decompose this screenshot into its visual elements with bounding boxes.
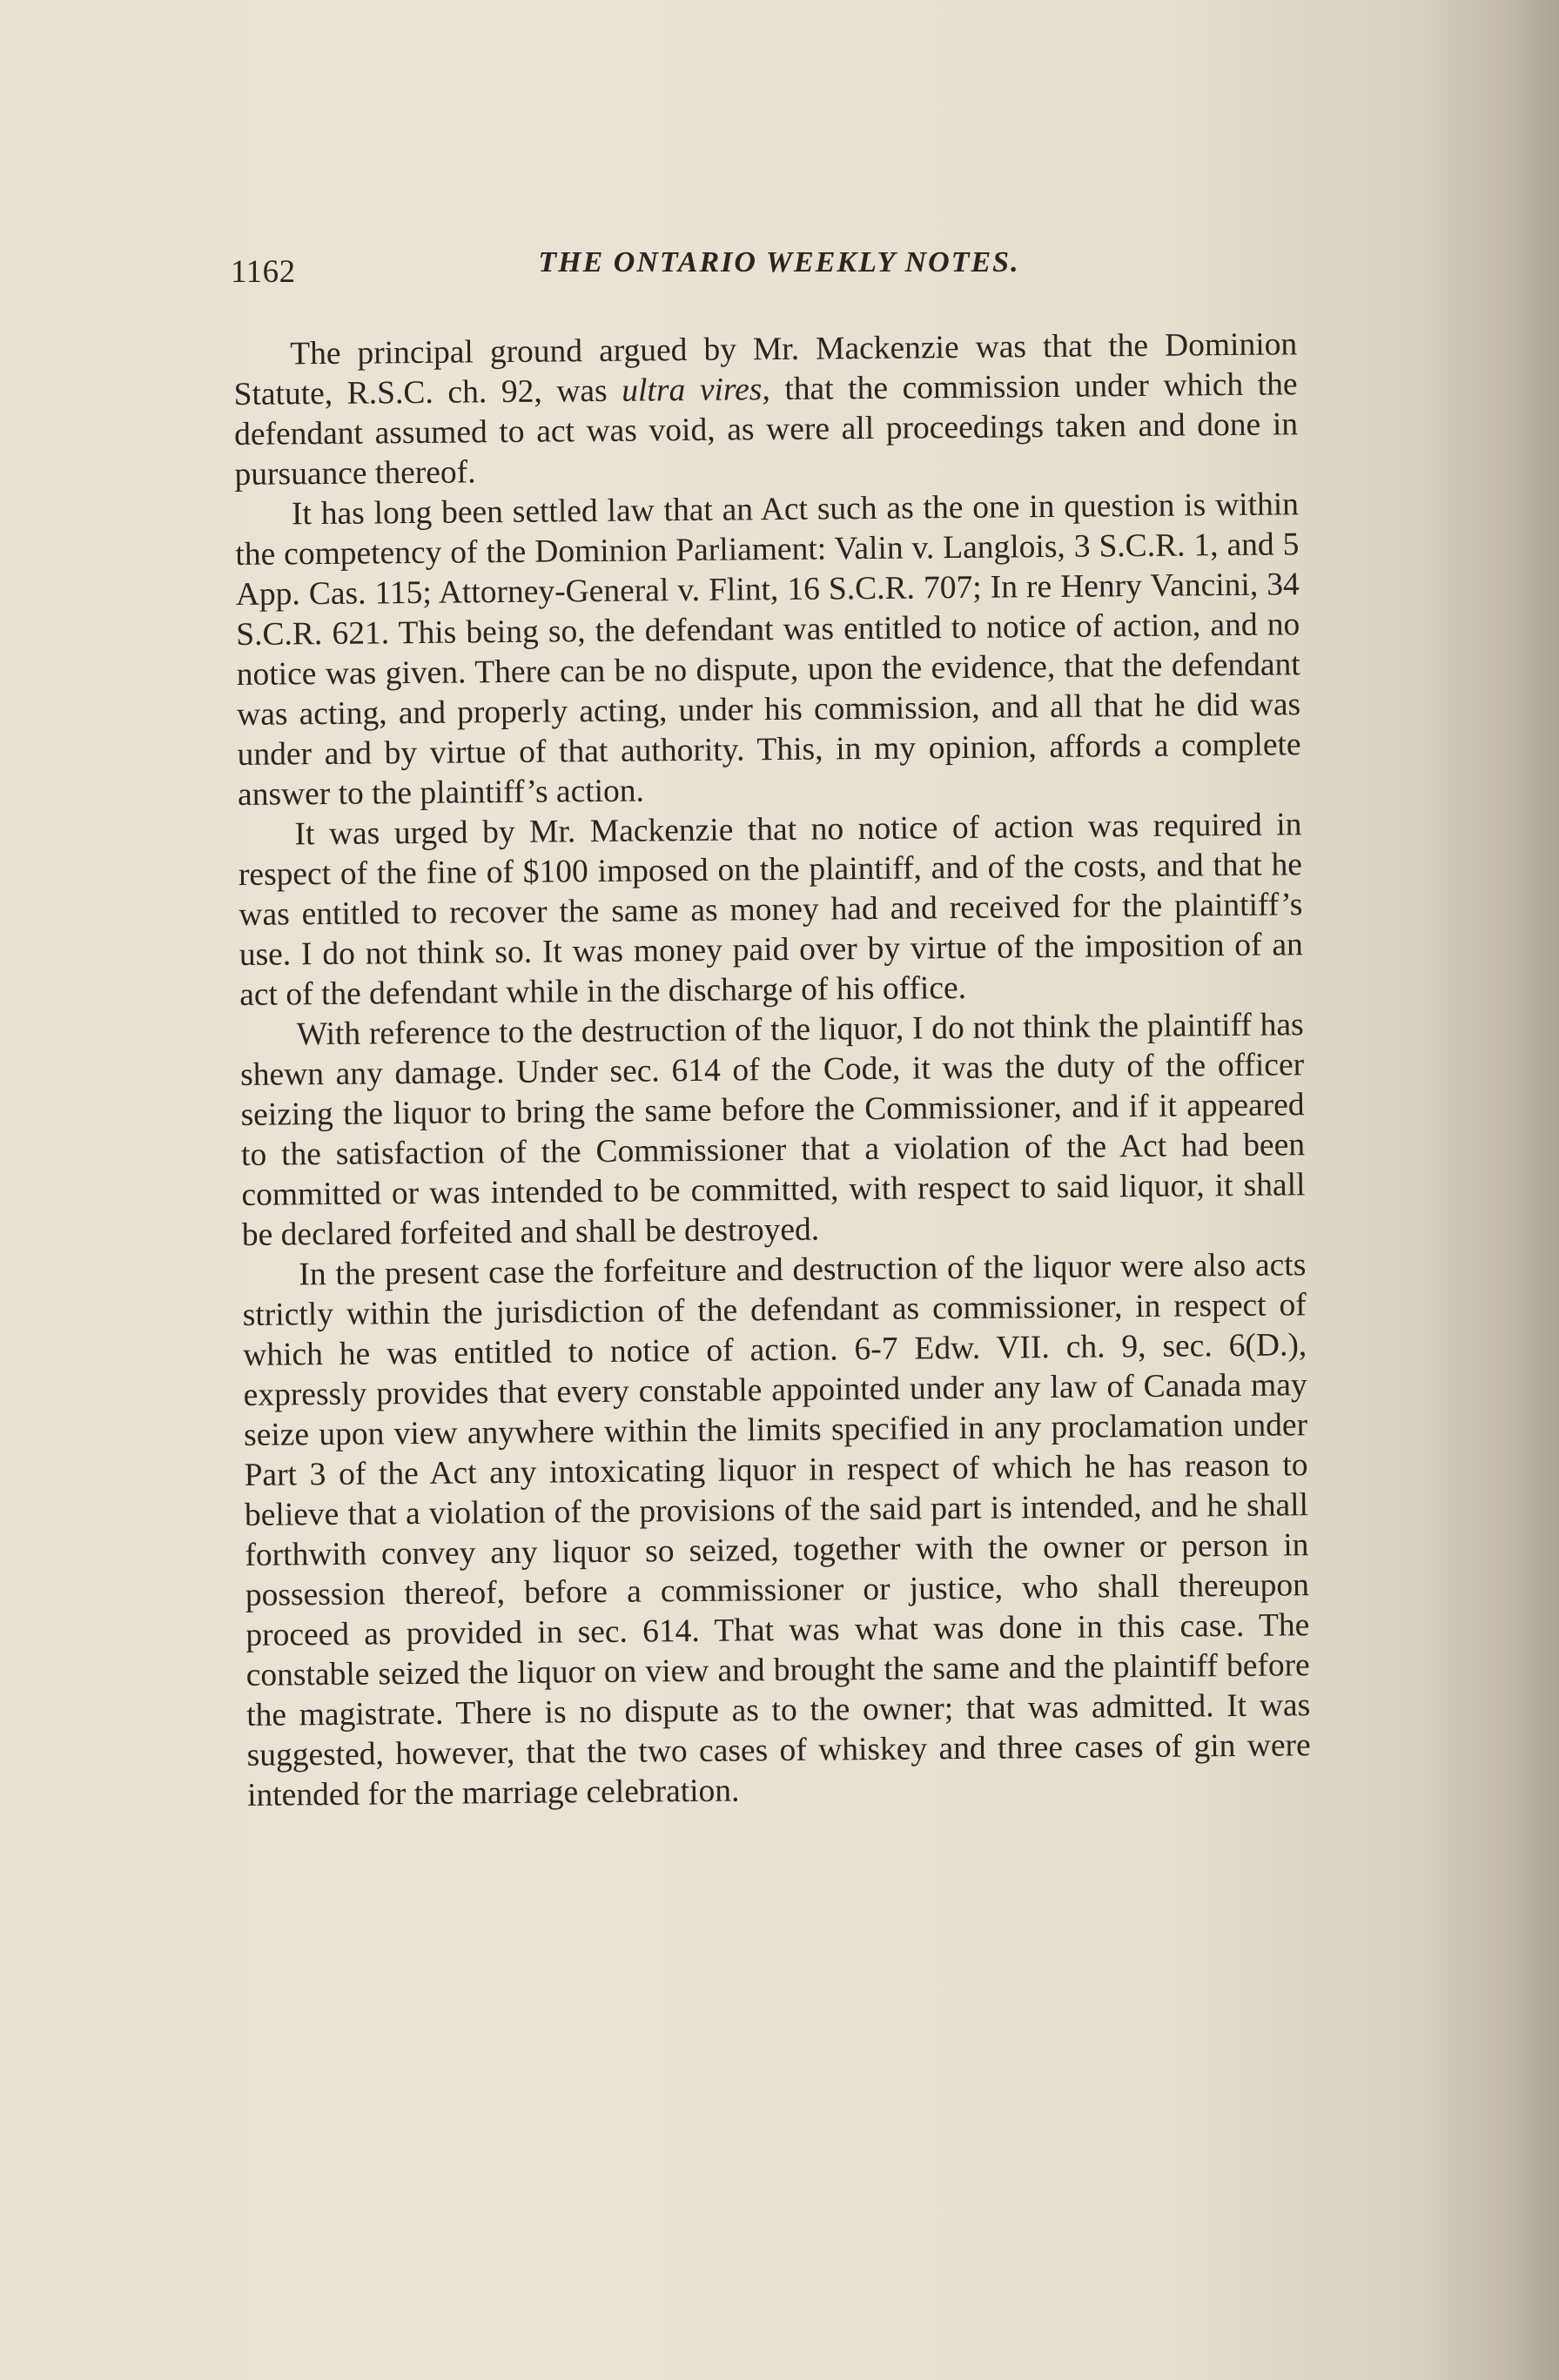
running-title: THE ONTARIO WEEKLY NOTES. [538,246,1020,278]
paragraph-1-text-end: that the commission under which the defendant assumed to act was void, as were all proceedings taken and done in pursuance thereof. [233,366,1299,493]
paragraph-5: In the present case the forfeiture and destruction of the liquor were also acts strictly within the jurisdiction of the defendant as commissioner, in respect of which he was entitled to notice of action. 6-7 Edw. VII. ch. 9, sec. 6(D.), expressly provides that every constable appointed under any law of Canada may seize upon view anywhere within the limits specified in any proclamation under Part 3 of the Act any intoxicating liquor in respect of which he has reason to believe that a violation of the provisions of the said part is intended, and he shall forthwith convey any liquor so seized, together with the owner or person in possession thereof, before a commissioner or justice, who shall thereupon proceed as provided in sec. 614. That was what was done in this case. The constable seized the liquor on view and brought the same and the plaintiff before the magistrate. There is no dispute as to the owner; that was admitted. It was suggested, however, that the two cases of whiskey and three cases of gin were intended for the marriage celebration. [242,1247,1311,1813]
paragraph-1-text-start: The principal ground argued by Mr. Mackenzie was that the Dominion Statute, R.S.C. ch. 92, was [233,326,1298,412]
page-number: 1162 [231,254,296,290]
paragraph-1-italic-phrase: ultra vires, [622,372,770,409]
page-edge-shadow [1420,0,1559,2380]
paragraph-1 [233,325,1299,495]
body-text [233,325,1311,1816]
paragraph-2: It has long been settled law that an Act such as the one in question is within the competency of the Dominion Parliament: Valin v. Langlois, 3 S.C.R. 1, and 5 App. Cas. 115; Attorney-General v. Flint, 16 S.C.R. 707; In re Henry Vancini, 34 S.C.R. 621. This being so, the defendant was entitled to notice of action, and no notice was given. There can be no dispute, upon the evidence, that the defendant was acting, and properly acting, under his commission, and all that he did was under and by virtue of that authority. This, in my opinion, affords a complete answer to the plaintiff’s action. [235,486,1301,813]
paragraph-4: With reference to the destruction of the liquor, I do not think the plaintiff has shewn any damage. Under sec. 614 of the Code, it was the duty of the officer seizing the liquor to bring the same before the Commissioner, and if it appeared to the satisfaction of the Commissioner that a violation of the Act had been committed or was intended to be committed, with respect to said liquor, it shall be declared forfeited and shall be destroyed. [239,1007,1306,1253]
page-header [231,246,1310,298]
paragraph-3: It was urged by Mr. Mackenzie that no notice of action was required in respect of the fine of $100 imposed on the plaintiff, and of the costs, and that he was entitled to recover the same as money had and received for the plaintiff’s use. I do not think so. It was money paid over by virtue of the imposition of an act of the defendant while in the discharge of his office. [238,807,1303,1013]
